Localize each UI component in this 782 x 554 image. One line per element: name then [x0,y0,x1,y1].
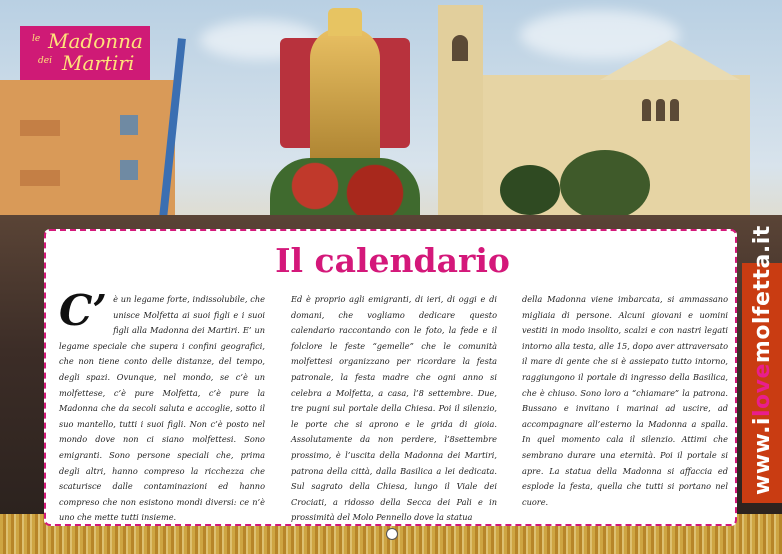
article-card [44,229,737,526]
statue-figure [310,28,380,178]
window [120,115,138,135]
bell-tower [438,5,483,215]
statue-crown [328,8,362,36]
binding-ring-icon [386,528,398,540]
article-column-3: della Madonna viene imbarcata, si ammassano migliaia di persone. Alcuni giovani e uomini vestiti in modo insolito, scalzi e con nastri legati intorno alla testa, alle 15, dopo aver attraversato il mare di gente che si è assiepato tutto intorno, raggiungono il portale di ingresso della Basilica, che è chiuso. Sono loro a “chiamare” la patrona. Bussano e invitano i marinai ad uscire, ad accompagnare all’esterno la Madonna a spalla. In quel momento cala il silenzio. Attimi che sembrano durare una eternità. Poi il portale si apre. La statua della Madonna si affaccia ed esplode la festa, quella che tutti si portano nel cuore. [522,294,728,507]
madonna-statue [270,8,420,228]
window [120,160,138,180]
bell-window [452,35,468,61]
window [656,99,665,121]
window [642,99,651,121]
balcony [20,120,60,136]
tree [500,165,560,215]
url-suffix: molfetta.it [750,225,775,364]
url-prefix: www.i [750,417,775,495]
url-love: love [750,363,775,418]
article-title: Il calendario [275,241,510,280]
drop-cap: C’ [59,286,108,335]
tree [560,150,650,220]
logo-madonna: Madonna [48,29,143,53]
logo-martiri: Martiri [62,51,135,75]
website-banner [742,225,782,503]
church-gable [600,40,740,80]
logo-le: le [32,34,41,44]
building-left [0,80,175,230]
balcony [20,170,60,186]
window [670,99,679,121]
website-url [750,225,776,495]
column-1-text: è un legame forte, indissolubile, che unisce Molfetta ai suoi figli e i suoi figli alla Madonna dei Martiri. E’ un legame speciale che supera i confini geografici, che non tiene conto delle distanze, del tempo, degli spazi. Ovunque, nel mondo, se c’è un molfettese, c’è pure Molfetta, c’è pure la Madonna che da secoli saluta e accoglie, sotto il suo mantello, tutti i suoi figli. Non c’è posto nel mondo dove non ci siano molfettesi. Sono emigranti. Sono persone speciali che, prima degli altri, hanno compreso la ricchezza che scaturisce dalle contaminazioni ed hanno compreso che non esistono mondi diversi: ce n’è uno che mette tutti insieme. [59,294,265,523]
logo-dei: dei [38,56,52,66]
madonna-martiri-logo [20,26,150,80]
article-column-2: Ed è proprio agli emigranti, di ieri, di oggi e di domani, che vogliamo dedicare questo calendario raccontando con le foto, la fede e il folclore le feste “gemelle” che le comunità molfettesi organizzano per ricordare la festa patronale, la festa madre che ogni anno si celebra a Molfetta, a casa, l’8 settembre. Due, tre pugni sul portale della Chiesa. Poi il silenzio, le porte che si aprono e le grida di gioia. Assolutamente da non perdere, l’8settembre prossimo, è l’uscita della Madonna dei Martiri, patrona della città, dalla Basilica a lei dedicata. Sul sagrato della Chiesa, lungo il Viale dei Crociati, a ridosso della Secca dei Pali e in prossimità del Molo Pennello dove la statua [291,294,497,523]
article-column-1 [59,286,265,526]
